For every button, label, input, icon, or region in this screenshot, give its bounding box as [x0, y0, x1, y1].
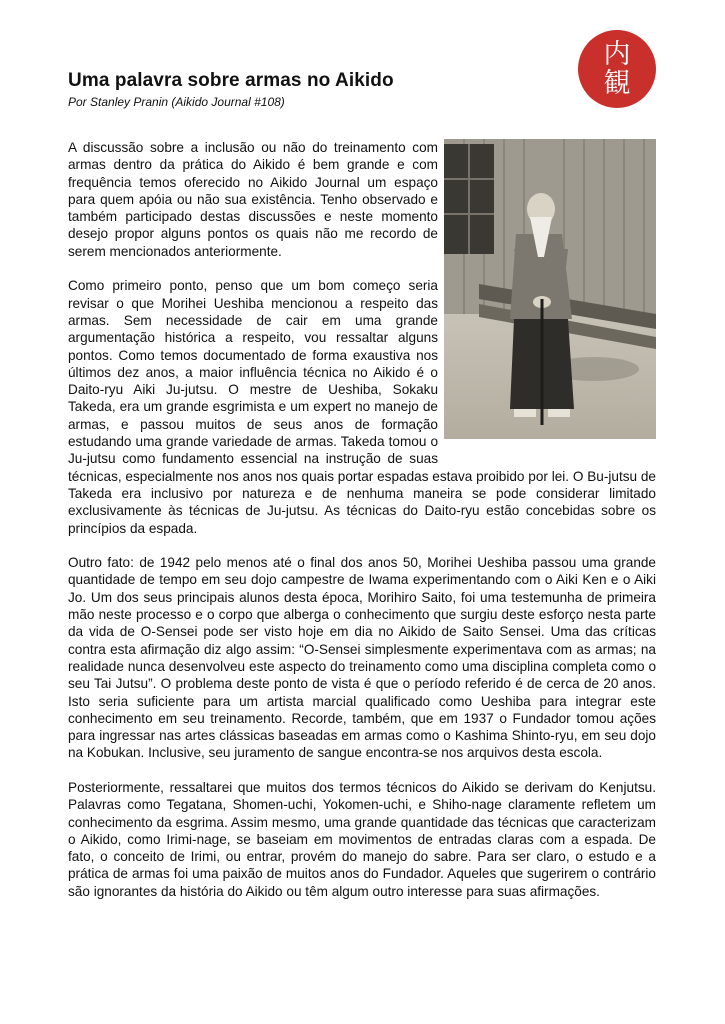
kanji-seal-logo: [578, 30, 656, 108]
paragraph: Outro fato: de 1942 pelo menos até o final dos anos 50, Morihei Ueshiba passou uma grande quantidade de tempo em seu dojo campestre de Iwama experimentando com o Aiki Ken e o Aiki Jo. Um dos seus principais alunos desta época, Morihiro Saito, foi uma testemunha de primeira mão neste processo e o corpo que alberga o conhecimento que surgiu deste esforço nesta parte da vida de O-Sensei pode ser visto hoje em dia no Aikido de Saito Sensei. Uma das críticas contra esta afirmação diz algo assim: “O-Sensei simplesmente experimentava com as armas; na realidade nunca desenvolveu este aspecto do treinamento como uma disciplina completa como o seu Tai Jutsu”. O problema deste ponto de vista é que o período referido é de cerca de 20 anos. Isto seria suficiente para um artista marcial qualificado como Ueshiba para integrar este conhecimento em seu treinamento. Recorde, também, que em 1937 o Fundador tomou ações para ingressar nas artes clássicas baseadas em armas como o Kashima Shinto-ryu, em seu dojo na Kobukan. Inclusive, seu juramento de sangue encontra-se nos arquivos desta escola.: [68, 555, 656, 761]
seal-char-top: 内: [603, 39, 631, 70]
seal-char-bottom: 観: [603, 68, 631, 99]
photo-text-wrap-spacer: [438, 139, 656, 456]
page-title: Uma palavra sobre armas no Aikido: [68, 70, 394, 91]
article-body: [68, 139, 656, 917]
paragraph: Como primeiro ponto, penso que um bom começo seria revisar o que Morihei Ueshiba mencionou a respeito das armas. Sem necessidade de cair em uma grande argumentação histórica a respeito, vou ressaltar alguns pontos. Como temos documentado de forma exaustiva nos últimos dez anos, a maior influência técnica no Aikido é o Daito-ryu Aiki Ju-jutsu. O mestre de Ueshiba, Sokaku Takeda, era um grande esgrimista e um expert no manejo de armas, e passou muitos de seus anos de formação estudando uma grande variedade de armas. Takeda tomou o Ju-jutsu como fundamento essencial na instrução de suas técnicas, especialmente nos anos nos quais portar espadas estava proibido por lei. O Bu-jutsu de Takeda era inclusivo por natureza e de nenhuma maneira se pode considerar limitado exclusivamente às técnicas de Ju-jutsu. As técnicas do Daito-ryu estão concebidas sobre os princípios da espada.: [68, 278, 656, 536]
author-byline: Por Stanley Pranin (Aikido Journal #108): [68, 95, 285, 109]
paragraph: Posteriormente, ressaltarei que muitos dos termos técnicos do Aikido se derivam do Kenjutsu. Palavras como Tegatana, Shomen-uchi, Yokomen-uchi, e Shiho-nage claramente refletem um conhecimento da esgrima. Assim mesmo, uma grande quantidade das técnicas que caracterizam o Aikido, como Irimi-nage, se baseiam em movimentos de entradas claras com a espada. De fato, o conceito de Irimi, ou entrar, provém do manejo do sabre. Para ser claro, o estudo e a prática de armas foi uma paixão de muitos anos do Fundador. Aqueles que sugerirem o contrário são ignorantes da história do Aikido ou têm algum outro interesse para suas afirmações.: [68, 779, 656, 899]
paragraph: A discussão sobre a inclusão ou não do treinamento com armas dentro da prática do Aikido é bem grande e com frequência temos oferecido no Aikido Journal um espaço para quem apóia ou não sua existência. Tenho observado e também participado destas discussões e neste momento desejo propor alguns pontos os quais não me recordo de serem mencionados anteriormente.: [68, 140, 438, 259]
